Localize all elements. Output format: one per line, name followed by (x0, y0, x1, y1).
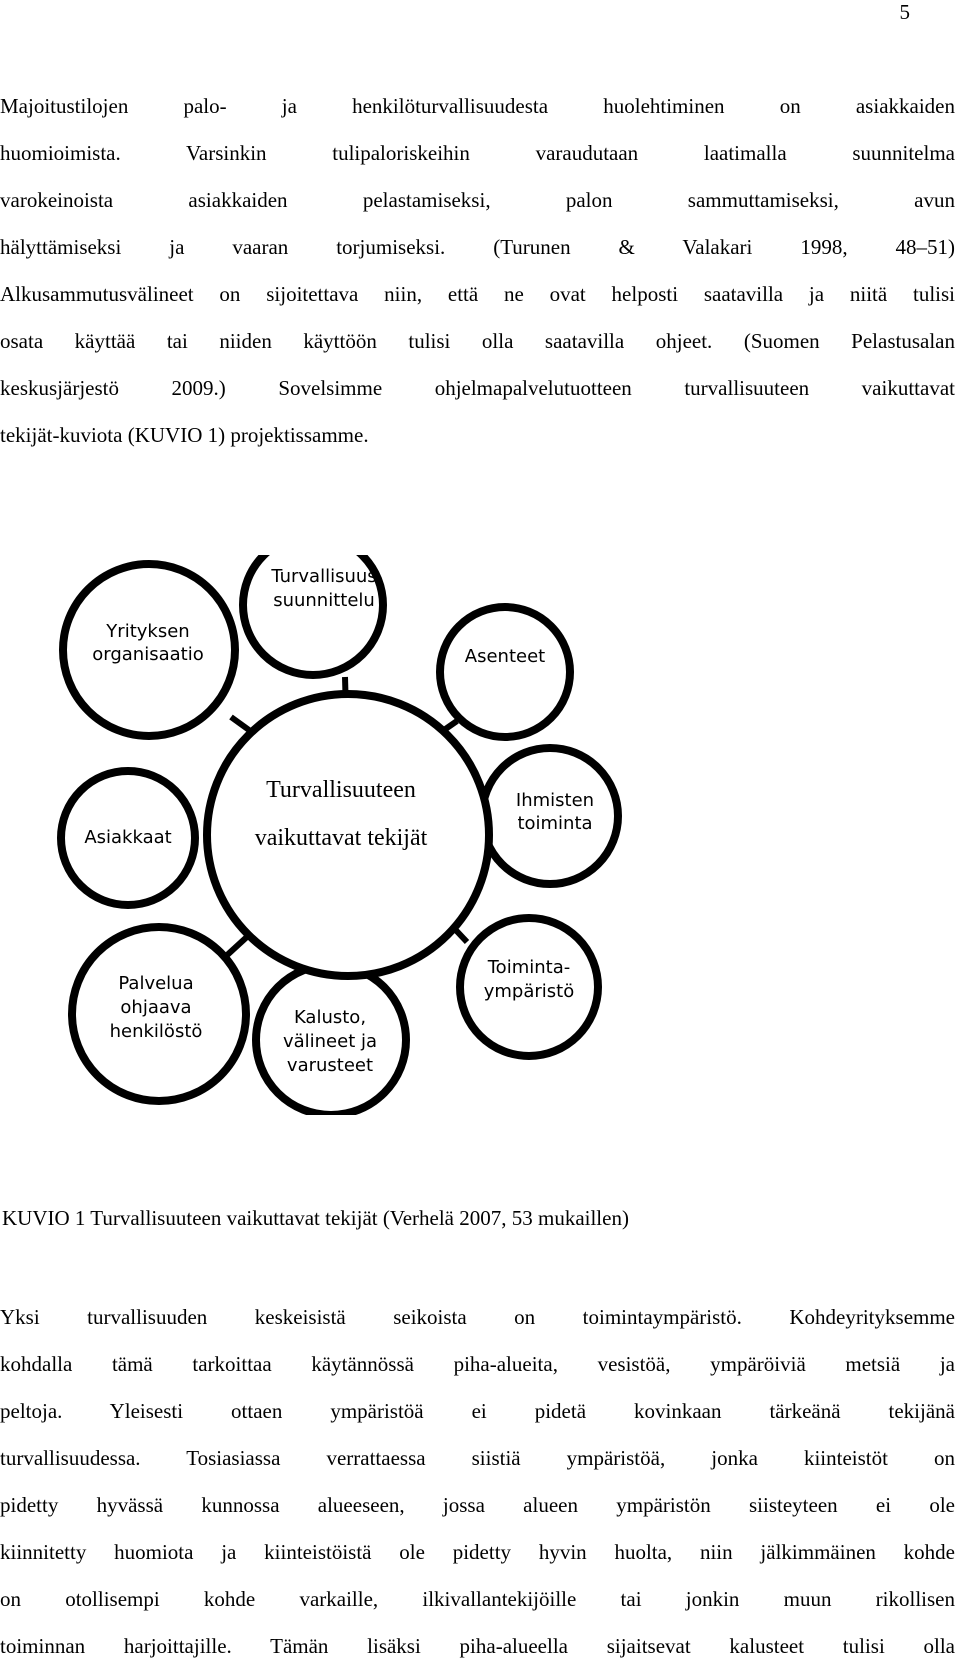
node-turvallisuussuunnittelu (243, 555, 383, 675)
node-label: henkilöstö (109, 1021, 203, 1042)
text-line: turvallisuudessa. Tosiasiassa verrattaessa siistiä ympäristöä, jonka kiinteistöt on (0, 1446, 955, 1470)
node-label: ohjaava (120, 997, 192, 1018)
text-line: pidetty hyvässä kunnossa alueeseen, jossa alueen ympäristön siisteyteen ei ole (0, 1493, 955, 1517)
text-line: varokeinoista asiakkaiden pelastamiseksi, palon sammuttamiseksi, avun (0, 188, 955, 212)
node-label: Yrityksen (106, 621, 190, 642)
text-line: on otollisempi kohde varkaille, ilkivallantekijöille tai jonkin muun rikollisen (0, 1587, 955, 1611)
hub-node (207, 694, 489, 976)
text-line: keskusjärjestö 2009.) Sovelsimme ohjelmapalvelutuotteen turvallisuuteen vaikuttavat (0, 376, 955, 400)
text-line: toiminnan harjoittajille. Tämän lisäksi piha-alueella sijaitsevat kalusteet tulisi olla (0, 1634, 955, 1658)
node-label: Turvallisuus (271, 566, 377, 587)
text-line: tekijät-kuviota (KUVIO 1) projektissamme. (0, 423, 369, 447)
page-number: 5 (899, 0, 910, 24)
connector-line (225, 935, 249, 957)
hub-label: vaikuttavat tekijät (254, 825, 428, 851)
paragraph-environment (0, 1303, 955, 1679)
connector-line (231, 717, 249, 730)
text-line: kiinnitetty huomiota ja kiinteistöistä ole pidetty hyvin huolta, niin jälkimmäinen kohde (0, 1540, 955, 1564)
node-label: toiminta (517, 813, 593, 834)
text-line: huomioimista. Varsinkin tulipaloriskeihin varaudutaan laatimalla suunnitelma (0, 141, 955, 165)
node-palvelua-ohjaava-henkilosto (72, 927, 246, 1101)
safety-factors-diagram (0, 555, 960, 1115)
node-label: varusteet (286, 1055, 374, 1076)
text-line: peltoja. Yleisesti ottaen ympäristöä ei pidetä kovinkaan tärkeänä tekijänä (0, 1399, 955, 1423)
node-ihmisten-toiminta (482, 748, 618, 884)
node-label: ympäristö (483, 981, 575, 1002)
text-line: Yksi turvallisuuden keskeisistä seikoista on toimintaympäristö. Kohdeyrityksemme (0, 1305, 955, 1329)
node-label: Ihmisten (515, 790, 595, 811)
hub-label: Turvallisuuteen (266, 777, 416, 803)
node-asiakkaat (61, 771, 195, 905)
figure-caption: KUVIO 1 Turvallisuuteen vaikuttavat tekijät (Verhelä 2007, 53 mukaillen) (2, 1206, 629, 1230)
text-line: Majoitustilojen palo- ja henkilöturvallisuudesta huolehtiminen on asiakkaiden (0, 94, 955, 118)
node-label: Palvelua (118, 973, 194, 994)
node-asenteet (440, 607, 570, 737)
node-toimintaymparisto (460, 918, 598, 1056)
node-yrityksen-organisaatio (63, 564, 235, 736)
text-line: Alkusammutusvälineet on sijoitettava niin, että ne ovat helposti saatavilla ja niitä tulisi (0, 282, 955, 306)
node-label: Kalusto, (293, 1007, 367, 1028)
node-label: organisaatio (92, 644, 204, 665)
text-line: kohdalla tämä tarkoittaa käytännössä piha-alueita, vesistöä, ympäröiviä metsiä ja (0, 1352, 955, 1376)
node-label: suunnittelu (273, 590, 375, 611)
paragraph-intro (0, 92, 955, 468)
node-label: Toiminta- (487, 957, 571, 978)
node-label: Asenteet (464, 646, 546, 667)
text-line: osata käyttää tai niiden käyttöön tulisi olla saatavilla ohjeet. (Suomen Pelastusalan (0, 329, 955, 353)
node-label: Asiakkaat (84, 827, 172, 848)
node-kalusto (256, 965, 406, 1115)
node-label: välineet ja (282, 1031, 378, 1052)
text-line: hälyttämiseksi ja vaaran torjumiseksi. (Turunen & Valakari 1998, 48–51) (0, 235, 955, 259)
